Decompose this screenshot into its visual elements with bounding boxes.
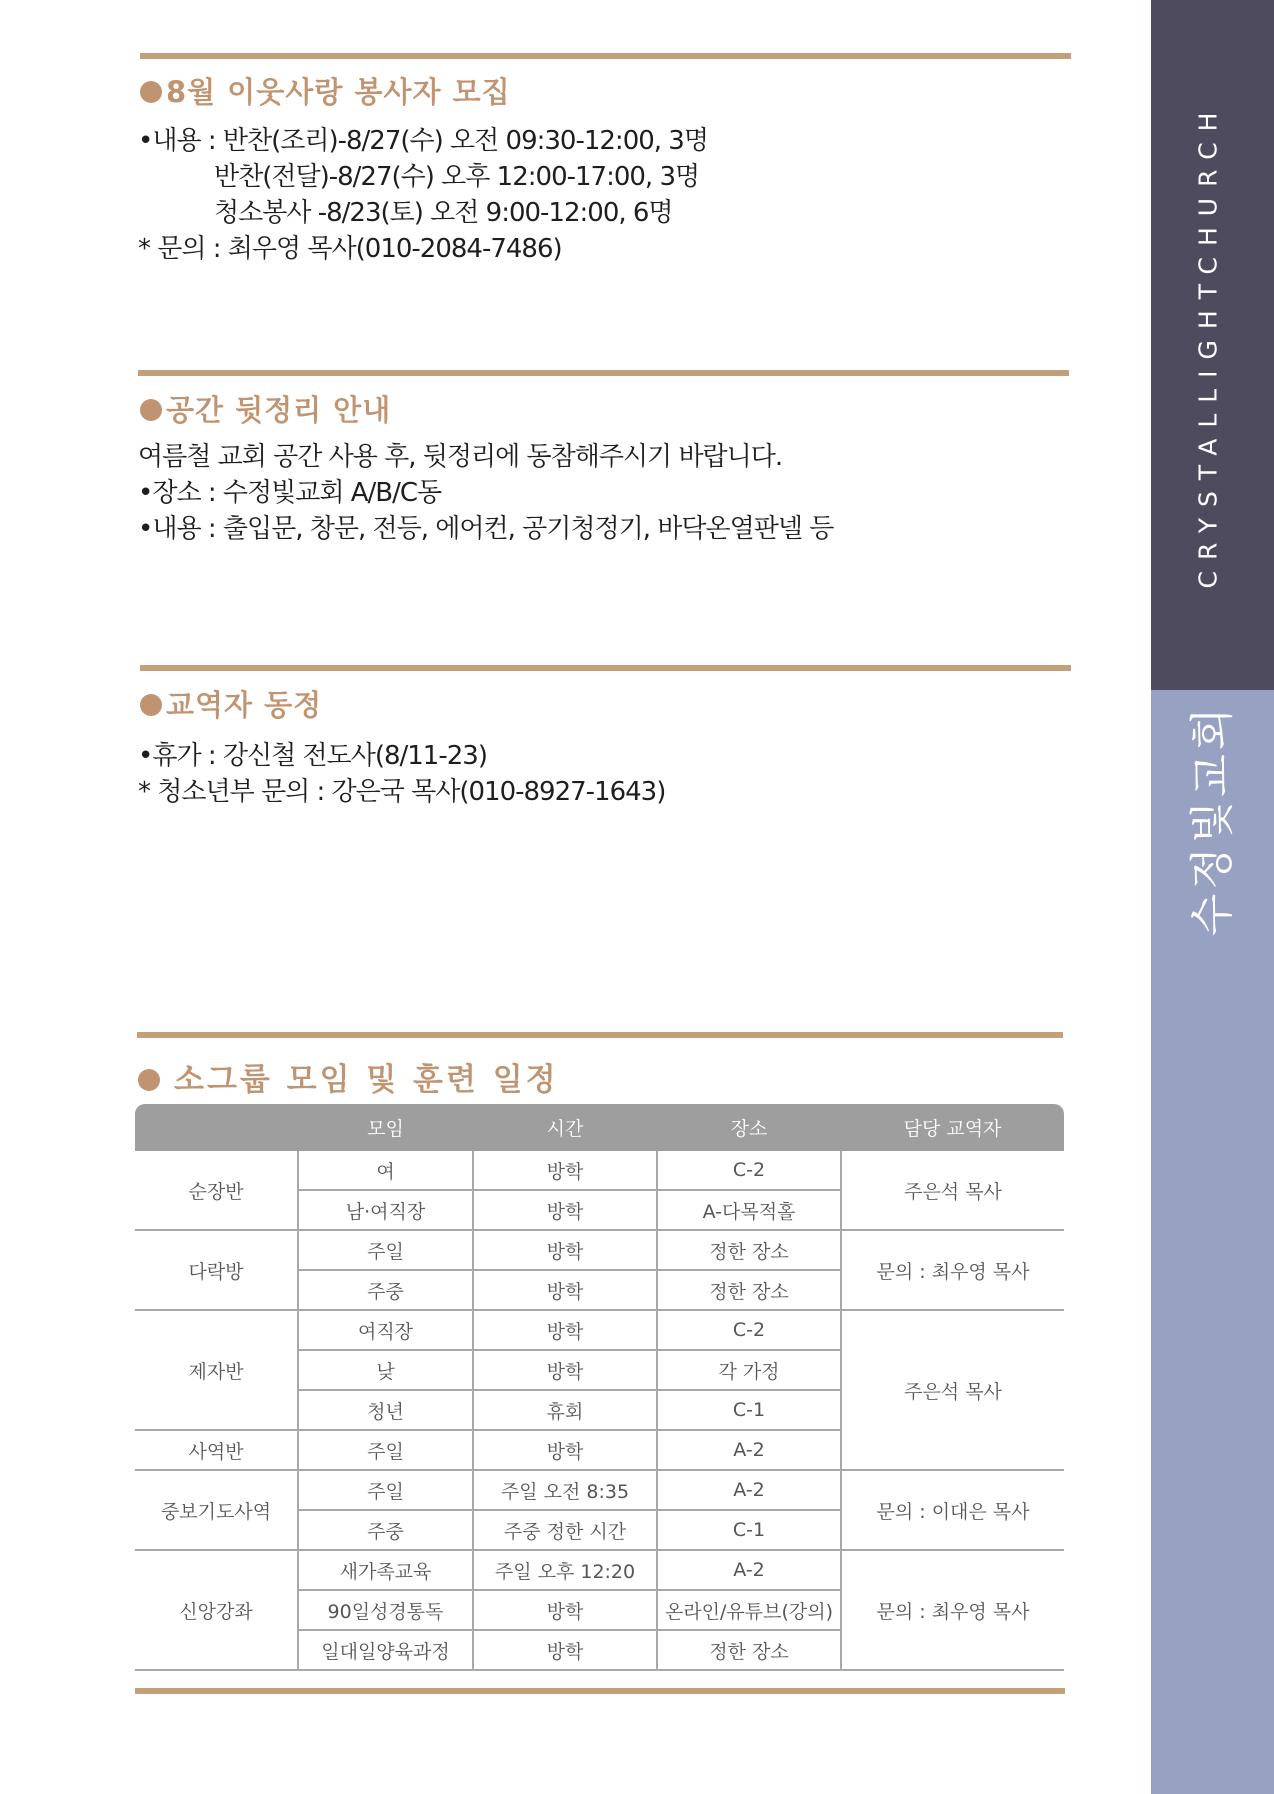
- place-cell: C-1: [657, 1390, 841, 1430]
- table-row: [135, 1310, 1064, 1350]
- time-cell: 주일 오전 8:35: [473, 1470, 657, 1510]
- volunteer-body: [138, 123, 708, 267]
- volunteer-line: * 문의 : 최우영 목사(010-2084-7486): [138, 234, 562, 264]
- place-cell: A-다목적홀: [657, 1190, 841, 1230]
- table-row: [135, 1230, 1064, 1270]
- cleanup-line: •장소 : 수정빛교회 A/B/C동: [138, 478, 442, 508]
- time-cell: 방학: [473, 1270, 657, 1310]
- section-divider-cleanup: [138, 370, 1069, 376]
- place-cell: C-2: [657, 1310, 841, 1350]
- time-cell: 방학: [473, 1151, 657, 1190]
- bullet-dot-icon: [138, 1069, 160, 1091]
- header-cell: 장소: [657, 1104, 841, 1151]
- time-cell: 주일 오후 12:20: [473, 1550, 657, 1590]
- group-cell: 다락방: [135, 1230, 298, 1310]
- meeting-cell: 주일: [298, 1470, 473, 1510]
- place-cell: 정한 장소: [657, 1630, 841, 1670]
- pastor-cell: 문의 : 최우영 목사: [841, 1230, 1064, 1310]
- meeting-cell: 남·여직장: [298, 1190, 473, 1230]
- table-row: [135, 1550, 1064, 1590]
- group-cell: 제자반: [135, 1310, 298, 1430]
- brand-name-korean: 수정빛교회: [1187, 703, 1238, 937]
- time-cell: 방학: [473, 1590, 657, 1630]
- section-title-text: 공간 뒷정리 안내: [166, 393, 392, 427]
- volunteer-line: •내용 : 반찬(조리)-8/27(수) 오전 09:30-12:00, 3명: [138, 126, 708, 156]
- meeting-cell: 청년: [298, 1390, 473, 1430]
- brand-name-english: CRYSTALLIGHTCHURCH: [1193, 101, 1223, 589]
- section-title-schedule: [138, 1054, 559, 1099]
- bullet-dot-icon: [140, 694, 162, 716]
- pastor-cell: 문의 : 이대은 목사: [841, 1470, 1064, 1550]
- group-cell: 중보기도사역: [135, 1470, 298, 1550]
- table-header-row: [135, 1104, 1064, 1151]
- place-cell: 각 가정: [657, 1350, 841, 1390]
- place-cell: 정한 장소: [657, 1270, 841, 1310]
- section-title-volunteer: [140, 70, 511, 111]
- header-cell: 모임: [298, 1104, 473, 1151]
- time-cell: 방학: [473, 1230, 657, 1270]
- staff-body: [138, 738, 665, 810]
- time-cell: 방학: [473, 1430, 657, 1470]
- pastor-cell: 주은석 목사: [841, 1151, 1064, 1230]
- section-title-text: 소그룹 모임 및 훈련 일정: [174, 1062, 559, 1098]
- section-divider-volunteer: [140, 53, 1071, 59]
- meeting-cell: 여직장: [298, 1310, 473, 1350]
- time-cell: 휴회: [473, 1390, 657, 1430]
- header-cell: 담당 교역자: [841, 1104, 1064, 1151]
- time-cell: 방학: [473, 1190, 657, 1230]
- volunteer-line: 반찬(전달)-8/27(수) 오후 12:00-17:00, 3명: [214, 162, 700, 192]
- pastor-cell: 주은석 목사: [841, 1310, 1064, 1470]
- pastor-cell: 문의 : 최우영 목사: [841, 1550, 1064, 1670]
- meeting-cell: 주중: [298, 1510, 473, 1550]
- schedule-table: [135, 1104, 1064, 1671]
- section-divider-staff: [140, 665, 1071, 671]
- meeting-cell: 낮: [298, 1350, 473, 1390]
- staff-line: * 청소년부 문의 : 강은국 목사(010-8927-1643): [138, 777, 666, 807]
- section-title-staff: [140, 683, 322, 724]
- section-title-text: 8월 이웃사랑 봉사자 모집: [166, 75, 511, 109]
- group-cell: 신앙강좌: [135, 1550, 298, 1670]
- cleanup-body: [138, 439, 833, 547]
- header-cell: [135, 1104, 298, 1151]
- volunteer-line: 청소봉사 -8/23(토) 오전 9:00-12:00, 6명: [214, 198, 673, 228]
- time-cell: 주중 정한 시간: [473, 1510, 657, 1550]
- place-cell: C-2: [657, 1151, 841, 1190]
- meeting-cell: 여: [298, 1151, 473, 1190]
- table-row: [135, 1470, 1064, 1510]
- section-title-cleanup: [140, 388, 391, 429]
- staff-line: •휴가 : 강신철 전도사(8/11-23): [138, 741, 487, 771]
- bottom-divider: [135, 1688, 1065, 1694]
- header-cell: 시간: [473, 1104, 657, 1151]
- time-cell: 방학: [473, 1310, 657, 1350]
- place-cell: A-2: [657, 1430, 841, 1470]
- meeting-cell: 주중: [298, 1270, 473, 1310]
- table-row: [135, 1151, 1064, 1190]
- section-divider-schedule: [137, 1032, 1063, 1038]
- place-cell: C-1: [657, 1510, 841, 1550]
- group-cell: 사역반: [135, 1430, 298, 1470]
- place-cell: A-2: [657, 1470, 841, 1510]
- place-cell: A-2: [657, 1550, 841, 1590]
- meeting-cell: 새가족교육: [298, 1550, 473, 1590]
- time-cell: 방학: [473, 1350, 657, 1390]
- place-cell: 정한 장소: [657, 1230, 841, 1270]
- bullet-dot-icon: [140, 399, 162, 421]
- meeting-cell: 90일성경통독: [298, 1590, 473, 1630]
- meeting-cell: 일대일양육과정: [298, 1630, 473, 1670]
- meeting-cell: 주일: [298, 1430, 473, 1470]
- group-cell: 순장반: [135, 1151, 298, 1230]
- bullet-dot-icon: [140, 81, 162, 103]
- cleanup-line: 여름철 교회 공간 사용 후, 뒷정리에 동참해주시기 바랍니다.: [138, 442, 783, 472]
- time-cell: 방학: [473, 1630, 657, 1670]
- meeting-cell: 주일: [298, 1230, 473, 1270]
- section-title-text: 교역자 동정: [166, 688, 323, 722]
- place-cell: 온라인/유튜브(강의): [657, 1590, 841, 1630]
- cleanup-line: •내용 : 출입문, 창문, 전등, 에어컨, 공기청정기, 바닥온열판넬 등: [138, 514, 834, 544]
